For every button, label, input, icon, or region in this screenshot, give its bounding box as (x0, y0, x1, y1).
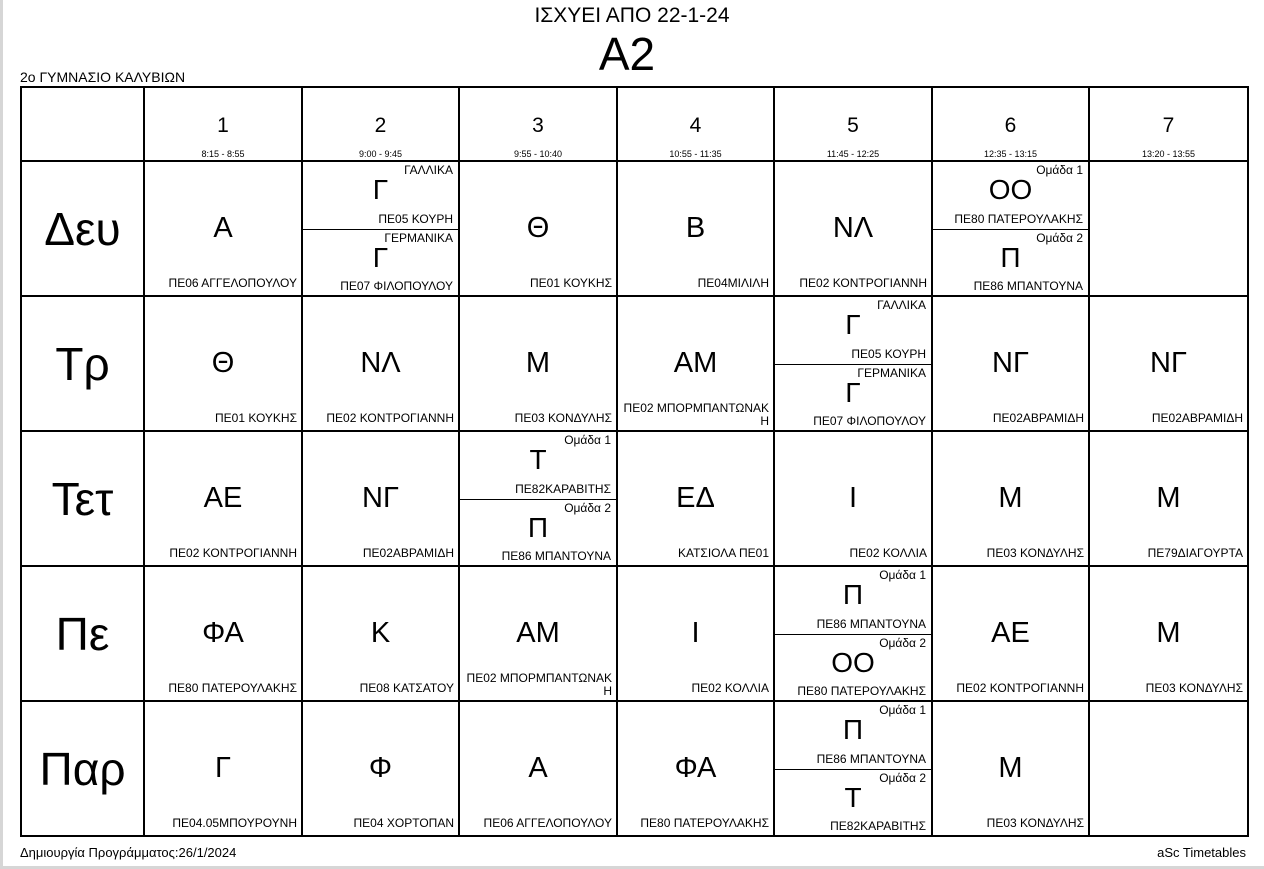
subject-code: ΑΜ (516, 617, 560, 649)
group-label: Ομάδα 2 (564, 501, 611, 515)
teacher-name: ΠΕ82ΚΑΡΑΒΙΤΗΣ (515, 482, 611, 496)
subject-code: Π (842, 579, 864, 610)
subject-code: Τ (844, 782, 862, 813)
teacher-name: ΠΕ79ΔΙΑΓΟΥΡΤΑ (1147, 546, 1243, 560)
teacher-name: ΠΕ04ΜΙΛΙΛΗ (697, 276, 769, 290)
day-row (21, 566, 1248, 701)
subject-code: Α (528, 752, 548, 784)
period-header-row (21, 87, 1248, 161)
subject-code: ΑΕ (991, 617, 1030, 649)
day-row (21, 701, 1248, 836)
split-lesson (775, 567, 931, 700)
lesson-group (775, 635, 931, 701)
subject-code: Γ (845, 377, 861, 408)
teacher-name: ΠΕ04.05ΜΠΟΥΡΟΥΝΗ (172, 816, 297, 830)
subject-code: ΕΔ (676, 482, 715, 514)
lesson-cell (774, 566, 932, 701)
lesson-cell (459, 161, 617, 296)
subject-code: Π (1000, 242, 1021, 273)
lesson-cell (302, 566, 459, 701)
lesson-group (460, 500, 616, 566)
period-number: 2 (374, 114, 387, 137)
teacher-name: ΠΕ86 ΜΠΑΝΤΟΥΝΑ (816, 752, 926, 766)
lesson-group (775, 702, 931, 770)
subject-code: Γ (372, 242, 389, 273)
teacher-name: ΠΕ03 ΚΟΝΔΥΛΗΣ (986, 546, 1084, 560)
subject-code: Π (842, 714, 864, 745)
subject-code: Π (527, 512, 549, 543)
day-label: Πε (55, 607, 110, 660)
period-time: 11:45 - 12:25 (826, 149, 880, 159)
day-label: Παρ (39, 742, 126, 795)
lesson-cell (144, 431, 302, 566)
lesson-cell (932, 431, 1089, 566)
period-time: 9:55 - 10:40 (513, 149, 563, 159)
period-number: 6 (1004, 114, 1017, 137)
day-cell (21, 566, 144, 701)
group-label: Ομάδα 2 (879, 771, 926, 785)
period-time: 13:20 - 13:55 (1141, 149, 1196, 159)
teacher-name: ΠΕ02 ΚΟΝΤΡΟΓΙΑΝΝΗ (799, 276, 927, 290)
lesson-cell (144, 701, 302, 836)
class-name-title: Α2 (598, 28, 656, 80)
teacher-name: ΠΕ04 ΧΟΡΤΟΠΑΝ (353, 816, 454, 830)
teacher-name (620, 402, 769, 428)
lesson-cell (1089, 431, 1248, 566)
teacher-name: ΠΕ08 ΚΑΤΣΑΤΟΥ (359, 681, 454, 695)
lesson-cell (302, 161, 459, 296)
lesson-cell (459, 701, 617, 836)
period-header (1089, 87, 1248, 161)
period-header (459, 87, 617, 161)
subject-code: Γ (215, 752, 231, 784)
period-number: 3 (532, 114, 544, 137)
subject-code: ΝΛ (360, 347, 401, 379)
subject-code: Α (213, 212, 233, 244)
period-number: 1 (217, 114, 229, 137)
day-label: Τρ (55, 337, 110, 390)
teacher-name: ΠΕ02ΑΒΡΑΜΙΔΗ (362, 546, 454, 560)
subject-code: Γ (372, 174, 389, 205)
lesson-cell (1089, 296, 1248, 431)
lesson-cell (302, 296, 459, 431)
subject-code: Γ (845, 309, 861, 340)
teacher-name: ΠΕ02ΑΒΡΑΜΙΔΗ (1151, 411, 1243, 425)
teacher-name-line: Η (760, 414, 769, 428)
period-time: 9:00 - 9:45 (358, 149, 403, 159)
subject-code: Κ (370, 617, 391, 649)
lesson-cell (459, 566, 617, 701)
split-lesson (933, 162, 1088, 295)
lesson-group (775, 770, 931, 836)
lesson-cell (617, 566, 774, 701)
teacher-name: ΠΕ86 ΜΠΑΝΤΟΥΝΑ (973, 279, 1083, 293)
subject-code: Θ (526, 212, 550, 244)
teacher-name: ΠΕ02 ΚΟΝΤΡΟΓΙΑΝΝΗ (169, 546, 297, 560)
period-header (302, 87, 459, 161)
day-cell (21, 701, 144, 836)
group-label: Ομάδα 1 (564, 433, 611, 447)
lesson-cell (932, 296, 1089, 431)
split-lesson (460, 432, 616, 565)
lesson-group (460, 432, 616, 500)
period-time: 10:55 - 11:35 (669, 149, 722, 159)
group-label: ΓΑΛΛΙΚΑ (404, 163, 453, 177)
teacher-name: ΠΕ03 ΚΟΝΔΥΛΗΣ (514, 411, 612, 425)
teacher-name: ΚΑΤΣΙΟΛΑ ΠΕ01 (677, 546, 769, 560)
validity-title: ΙΣΧΥΕΙ ΑΠΟ 22-1-24 (534, 4, 730, 27)
teacher-name: ΠΕ02 ΚΟΝΤΡΟΓΙΑΝΝΗ (956, 681, 1084, 695)
teacher-name: ΠΕ02 ΚΟΛΛΙΑ (691, 681, 769, 695)
lesson-cell (459, 431, 617, 566)
subject-code: Β (685, 212, 706, 244)
lesson-group (303, 162, 458, 230)
subject-code: ΦΑ (202, 617, 244, 649)
lesson-cell (617, 701, 774, 836)
day-label: Τετ (51, 472, 114, 525)
day-row (21, 161, 1248, 296)
teacher-name-line: Η (603, 684, 612, 698)
subject-code: Μ (998, 482, 1023, 514)
teacher-name-line: ΠΕ02 ΜΠΟΡΜΠΑΝΤΩΝΑΚ (466, 671, 612, 685)
period-number: 4 (689, 114, 702, 137)
lesson-cell (1089, 701, 1248, 836)
period-header (932, 87, 1089, 161)
group-label: ΓΕΡΜΑΝΙΚΑ (857, 366, 926, 380)
generator-credit: aSc Timetables (1157, 845, 1246, 860)
teacher-name: ΠΕ07 ΦΙΛΟΠΟΥΛΟΥ (813, 414, 926, 428)
teacher-name: ΠΕ05 ΚΟΥΡΗ (378, 212, 453, 226)
teacher-name: ΠΕ80 ΠΑΤΕΡΟΥΛΑΚΗΣ (954, 212, 1083, 226)
teacher-name: ΠΕ01 ΚΟΥΚΗΣ (529, 276, 612, 290)
period-number: 5 (847, 114, 859, 137)
lesson-cell (459, 296, 617, 431)
group-label: Ομάδα 1 (1036, 163, 1083, 177)
teacher-name-line: ΠΕ02 ΜΠΟΡΜΠΑΝΤΩΝΑΚ (623, 401, 769, 415)
group-label: Ομάδα 1 (879, 703, 926, 717)
teacher-name: ΠΕ02 ΚΟΛΛΙΑ (849, 546, 927, 560)
subject-code: Μ (1156, 482, 1181, 514)
subject-code: Θ (211, 347, 235, 379)
lesson-group (933, 162, 1088, 230)
lesson-cell (144, 161, 302, 296)
subject-code: ΟΟ (831, 647, 875, 678)
lesson-cell (617, 296, 774, 431)
teacher-name: ΠΕ01 ΚΟΥΚΗΣ (214, 411, 297, 425)
lesson-cell (144, 296, 302, 431)
subject-code: Τ (529, 444, 547, 475)
period-time: 8:15 - 8:55 (201, 149, 245, 159)
teacher-name: ΠΕ07 ΦΙΛΟΠΟΥΛΟΥ (340, 279, 453, 293)
lesson-cell (774, 431, 932, 566)
subject-code: ΝΓ (362, 482, 399, 514)
teacher-name: ΠΕ02ΑΒΡΑΜΙΔΗ (992, 411, 1084, 425)
subject-code: Φ (368, 752, 393, 784)
school-name: 2ο ΓΥΜΝΑΣΙΟ ΚΑΛΥΒΙΩΝ (20, 69, 186, 85)
group-label: Ομάδα 2 (1036, 231, 1083, 245)
subject-code: Ι (848, 482, 858, 514)
group-label: Ομάδα 2 (879, 636, 926, 650)
teacher-name (462, 672, 612, 698)
teacher-name: ΠΕ86 ΜΠΑΝΤΟΥΝΑ (816, 617, 926, 631)
page-left-edge (0, 0, 3, 869)
period-time: 12:35 - 13:15 (983, 149, 1038, 159)
lesson-cell (1089, 566, 1248, 701)
corner-cell (21, 87, 144, 161)
day-row (21, 431, 1248, 566)
period-header (774, 87, 932, 161)
subject-code: ΝΓ (1150, 347, 1187, 379)
subject-code: ΟΟ (988, 174, 1033, 205)
day-row (21, 296, 1248, 431)
day-cell (21, 161, 144, 296)
lesson-group (775, 297, 931, 365)
day-cell (21, 296, 144, 431)
group-label: Ομάδα 1 (879, 568, 926, 582)
lesson-group (775, 365, 931, 431)
subject-code: Ι (691, 617, 700, 649)
lesson-cell (302, 701, 459, 836)
lesson-cell (774, 161, 932, 296)
subject-code: ΦΑ (674, 752, 717, 784)
lesson-group (303, 230, 458, 296)
lesson-cell (302, 431, 459, 566)
split-lesson (303, 162, 458, 295)
teacher-name: ΠΕ80 ΠΑΤΕΡΟΥΛΑΚΗΣ (640, 816, 769, 830)
subject-code: Μ (525, 347, 551, 379)
lesson-cell (144, 566, 302, 701)
teacher-name: ΠΕ86 ΜΠΑΝΤΟΥΝΑ (501, 549, 611, 563)
lesson-group (775, 567, 931, 635)
lesson-group (933, 230, 1088, 296)
lesson-cell (1089, 161, 1248, 296)
subject-code: ΑΕ (203, 482, 243, 514)
lesson-cell (774, 701, 932, 836)
timetable-grid (20, 86, 1249, 837)
subject-code: Μ (998, 752, 1023, 784)
teacher-name: ΠΕ80 ΠΑΤΕΡΟΥΛΑΚΗΣ (797, 684, 926, 698)
subject-code: ΝΓ (992, 347, 1029, 379)
teacher-name: ΠΕ02 ΚΟΝΤΡΟΓΙΑΝΝΗ (326, 411, 454, 425)
subject-code: ΝΛ (832, 212, 874, 244)
lesson-cell (932, 566, 1089, 701)
lesson-cell (774, 296, 932, 431)
split-lesson (775, 702, 931, 835)
teacher-name: ΠΕ82ΚΑΡΑΒΙΤΗΣ (830, 819, 926, 833)
group-label: ΓΕΡΜΑΝΙΚΑ (384, 231, 453, 245)
day-cell (21, 431, 144, 566)
split-lesson (775, 297, 931, 430)
teacher-name: ΠΕ03 ΚΟΝΔΥΛΗΣ (1145, 681, 1243, 695)
teacher-name: ΠΕ06 ΑΓΓΕΛΟΠΟΥΛΟΥ (483, 816, 612, 830)
lesson-cell (617, 431, 774, 566)
subject-code: ΑΜ (673, 347, 718, 379)
teacher-name: ΠΕ80 ΠΑΤΕΡΟΥΛΑΚΗΣ (168, 681, 297, 695)
subject-code: Μ (1156, 617, 1181, 649)
teacher-name: ΠΕ05 ΚΟΥΡΗ (851, 347, 926, 361)
period-header (617, 87, 774, 161)
creation-date: Δημιουργία Προγράμματος:26/1/2024 (20, 845, 237, 860)
teacher-name: ΠΕ03 ΚΟΝΔΥΛΗΣ (986, 816, 1084, 830)
period-header (144, 87, 302, 161)
day-label: Δευ (44, 202, 121, 255)
group-label: ΓΑΛΛΙΚΑ (877, 298, 926, 312)
lesson-cell (932, 701, 1089, 836)
lesson-cell (617, 161, 774, 296)
lesson-cell (932, 161, 1089, 296)
period-number: 7 (1162, 114, 1175, 137)
teacher-name: ΠΕ06 ΑΓΓΕΛΟΠΟΥΛΟΥ (168, 276, 297, 290)
